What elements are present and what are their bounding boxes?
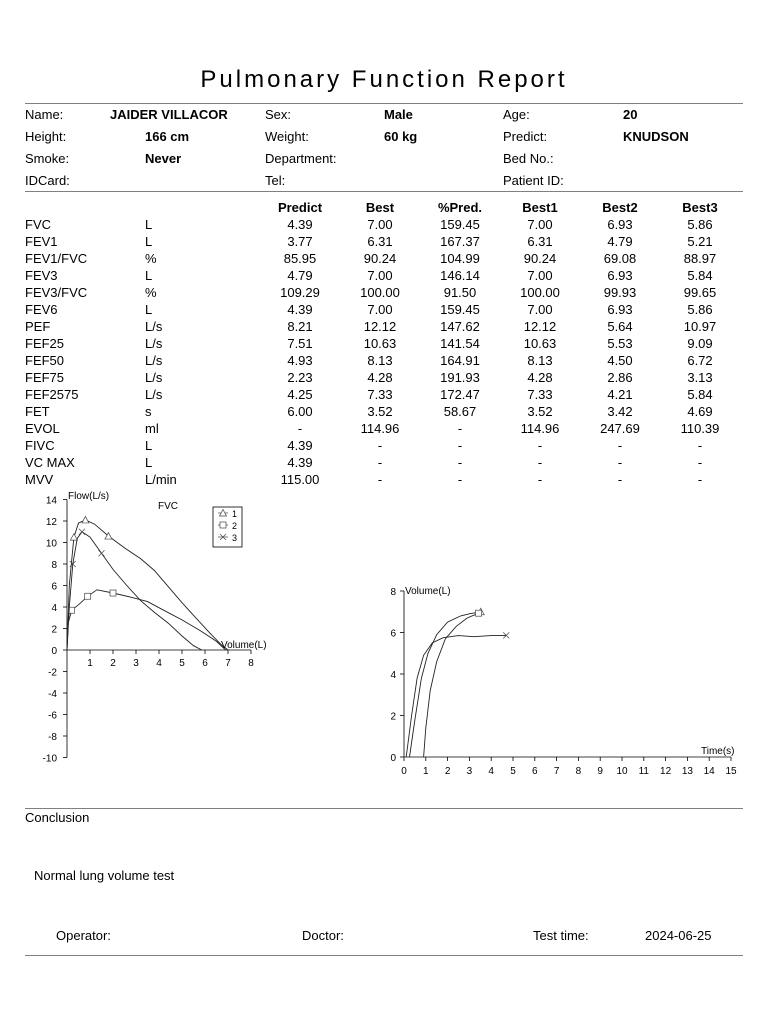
parameter-name: FEV1/FVC <box>25 251 88 266</box>
x-tick-label: 5 <box>510 766 516 777</box>
table-cell: 7.00 <box>367 217 393 232</box>
patient-age: 20 <box>623 107 638 122</box>
table-cell: 5.84 <box>687 268 713 283</box>
col-header: %Pred. <box>437 200 483 215</box>
table-cell: 104.99 <box>440 251 480 266</box>
parameter-unit: % <box>145 251 157 266</box>
table-cell: 109.29 <box>280 285 320 300</box>
table-cell: - <box>457 455 463 470</box>
y-tick-label: 10 <box>45 538 57 550</box>
table-cell: 100.00 <box>360 285 400 300</box>
y-axis-label: Volume(L) <box>405 586 451 597</box>
table-cell: 12.12 <box>523 319 557 334</box>
table-cell: - <box>377 438 383 453</box>
table-cell: 6.31 <box>367 234 393 249</box>
predict-label: Predict: <box>503 129 548 144</box>
table-cell: 8.13 <box>367 353 393 368</box>
table-row <box>25 403 740 420</box>
col-header: Predict <box>277 200 323 215</box>
results-table <box>25 199 740 488</box>
divider <box>25 955 743 956</box>
table-cell: 114.96 <box>360 421 400 436</box>
table-cell: 7.00 <box>367 268 393 283</box>
table-row <box>25 471 740 488</box>
x-tick-label: 8 <box>575 766 582 777</box>
table-cell: 7.51 <box>287 336 313 351</box>
y-tick-label: 4 <box>390 670 396 681</box>
y-tick-label: -4 <box>48 689 57 700</box>
table-cell: - <box>537 455 543 470</box>
table-cell: 10.63 <box>523 336 557 351</box>
parameter-unit: % <box>145 285 157 300</box>
x-tick-label: 10 <box>616 766 628 777</box>
department-label: Department: <box>265 151 337 166</box>
flow-volume-chart <box>0 488 300 778</box>
table-cell: 6.93 <box>607 302 633 317</box>
parameter-unit: L <box>145 455 153 470</box>
table-cell: 91.50 <box>443 285 477 300</box>
table-cell: 7.00 <box>527 302 553 317</box>
table-cell: 4.79 <box>287 268 313 283</box>
parameter-name: MVV <box>25 472 54 487</box>
x-tick-label: 5 <box>179 658 185 669</box>
table-cell: 7.00 <box>527 268 553 283</box>
x-tick-label: 8 <box>248 658 254 669</box>
parameter-unit: L/s <box>145 319 163 334</box>
table-cell: 8.21 <box>287 319 313 334</box>
table-cell: 58.67 <box>443 404 477 419</box>
table-cell: - <box>697 438 703 453</box>
table-cell: 4.50 <box>607 353 633 368</box>
y-tick-label: 6 <box>390 628 396 640</box>
col-header: Best <box>365 200 395 215</box>
x-axis-label: Volume(L) <box>221 640 267 651</box>
x-tick-label: 14 <box>703 766 715 777</box>
parameter-unit: L <box>145 302 153 317</box>
chart-legend <box>213 507 242 547</box>
series-line-1 <box>410 612 481 757</box>
table-cell: 2.86 <box>607 370 633 385</box>
x-tick-label: 1 <box>423 766 429 777</box>
table-cell: - <box>617 455 623 470</box>
table-row <box>25 386 740 403</box>
table-cell: 9.09 <box>687 336 713 351</box>
x-tick-label: 12 <box>660 766 672 777</box>
predict-method: KNUDSON <box>623 129 689 144</box>
parameter-unit: L/s <box>145 387 163 402</box>
parameter-name: FIVC <box>25 438 55 453</box>
table-row <box>25 437 740 454</box>
series-line-2 <box>424 613 479 757</box>
table-cell: 5.64 <box>607 319 633 334</box>
table-cell: 4.39 <box>287 455 313 470</box>
table-cell: 6.93 <box>607 217 633 232</box>
table-cell: 114.96 <box>520 421 560 436</box>
table-cell: 12.12 <box>363 319 397 334</box>
table-cell: 4.79 <box>607 234 633 249</box>
col-header <box>25 199 145 216</box>
series-marker <box>85 593 91 599</box>
y-tick-label: 6 <box>51 581 57 593</box>
parameter-name: FET <box>25 404 50 419</box>
divider <box>25 808 743 809</box>
table-cell: 191.93 <box>440 370 480 385</box>
y-tick-label: -2 <box>48 667 57 679</box>
x-tick-label: 6 <box>532 766 538 777</box>
y-tick-label: -8 <box>48 732 57 743</box>
parameter-name: PEF <box>25 319 51 334</box>
parameter-name: FEF2575 <box>25 387 79 402</box>
y-tick-label: 8 <box>51 560 57 571</box>
volume-time-chart <box>360 578 760 783</box>
patient-weight: 60 kg <box>384 129 418 144</box>
table-cell: 88.97 <box>683 251 717 266</box>
series-line-3 <box>67 532 202 650</box>
table-cell: - <box>297 421 303 436</box>
x-tick-label: 7 <box>553 766 560 777</box>
parameter-unit: L/min <box>145 472 177 487</box>
col-header <box>145 199 260 216</box>
tel-label: Tel: <box>265 173 286 188</box>
table-cell: 90.24 <box>363 251 397 266</box>
table-cell: 99.65 <box>683 285 717 300</box>
table-cell: 4.21 <box>607 387 633 402</box>
table-cell: - <box>457 421 463 436</box>
parameter-unit: L <box>145 234 153 249</box>
y-tick-label: 12 <box>45 517 57 528</box>
table-cell: - <box>697 455 703 470</box>
table-cell: 85.95 <box>283 251 317 266</box>
parameter-name: FEV6 <box>25 302 58 317</box>
x-tick-label: 2 <box>110 658 116 669</box>
table-row <box>25 454 740 471</box>
x-tick-label: 13 <box>681 766 693 777</box>
weight-label: Weight: <box>265 129 309 144</box>
parameter-name: FEF75 <box>25 370 65 385</box>
y-tick-label: 0 <box>51 646 57 657</box>
x-tick-label: 6 <box>202 658 208 669</box>
table-cell: - <box>377 455 383 470</box>
parameter-unit: ml <box>145 421 159 436</box>
table-cell: 5.84 <box>687 387 713 402</box>
table-cell: 7.00 <box>367 302 393 317</box>
x-tick-label: 0 <box>401 766 407 777</box>
parameter-name: FEV1 <box>25 234 58 249</box>
col-header: Best3 <box>682 200 718 215</box>
table-cell: 247.69 <box>600 421 640 436</box>
patient-height: 166 cm <box>145 129 190 144</box>
table-cell: 6.31 <box>527 234 553 249</box>
table-cell: 5.86 <box>687 302 713 317</box>
sex-label: Sex: <box>265 107 292 122</box>
x-tick-label: 2 <box>444 766 451 777</box>
patient-sex: Male <box>384 107 413 122</box>
table-cell: 4.28 <box>527 370 553 385</box>
table-cell: 6.72 <box>687 353 713 368</box>
y-tick-label: 2 <box>390 711 396 723</box>
parameter-unit: L <box>145 268 153 283</box>
y-tick-label: -6 <box>48 710 57 722</box>
parameter-name: VC MAX <box>25 455 75 470</box>
table-cell: 4.39 <box>287 217 313 232</box>
idcard-label: IDCard: <box>25 173 70 188</box>
parameter-name: FEF50 <box>25 353 65 368</box>
table-cell: 69.08 <box>603 251 637 266</box>
patient-id-label: Patient ID: <box>503 173 564 188</box>
parameter-unit: L <box>145 438 153 453</box>
parameter-name: FVC <box>25 217 51 232</box>
table-cell: - <box>697 472 703 487</box>
table-cell: 7.00 <box>527 217 553 232</box>
height-label: Height: <box>25 129 67 144</box>
table-cell: 8.13 <box>527 353 553 368</box>
bed-label: Bed No.: <box>503 151 554 166</box>
patient-smoke: Never <box>145 151 182 166</box>
table-row <box>25 335 740 352</box>
table-row <box>25 318 740 335</box>
parameter-unit: s <box>145 404 152 419</box>
y-tick-label: 8 <box>390 587 396 598</box>
table-cell: 5.86 <box>687 217 713 232</box>
table-cell: - <box>457 472 463 487</box>
legend-label: 2 <box>232 521 238 531</box>
parameter-unit: L/s <box>145 370 163 385</box>
x-tick-label: 9 <box>597 766 603 777</box>
divider <box>25 191 743 192</box>
y-axis-label: Flow(L/s) <box>68 491 110 502</box>
y-tick-label: 2 <box>51 624 57 636</box>
table-cell: 115.00 <box>280 472 320 487</box>
divider <box>25 103 743 104</box>
table-cell: 4.69 <box>687 404 713 419</box>
x-tick-label: 4 <box>156 658 162 669</box>
table-cell: 90.24 <box>523 251 557 266</box>
parameter-unit: L/s <box>145 336 163 351</box>
table-cell: 4.28 <box>367 370 393 385</box>
table-cell: - <box>617 472 623 487</box>
table-cell: - <box>377 472 383 487</box>
legend-label: 1 <box>232 509 238 519</box>
col-header: Best2 <box>602 200 638 215</box>
table-row <box>25 369 740 386</box>
table-row <box>25 233 740 250</box>
chart-title: FVC <box>158 501 178 512</box>
table-cell: 172.47 <box>440 387 480 402</box>
table-cell: 164.91 <box>440 353 480 368</box>
x-tick-label: 3 <box>466 766 473 777</box>
series-line-3 <box>406 635 506 757</box>
test-time-label: Test time: <box>533 928 589 943</box>
table-cell: 147.62 <box>440 319 480 334</box>
series-marker <box>220 522 226 528</box>
table-cell: 4.93 <box>287 353 313 368</box>
table-cell: 6.00 <box>287 404 313 419</box>
table-cell: 4.39 <box>287 438 313 453</box>
x-tick-label: 15 <box>725 766 737 777</box>
table-row <box>25 250 740 267</box>
x-tick-label: 7 <box>225 658 231 669</box>
table-cell: 159.45 <box>440 302 480 317</box>
table-row <box>25 420 740 437</box>
table-cell: 5.53 <box>607 336 633 351</box>
parameter-name: FEV3 <box>25 268 58 283</box>
table-cell: 100.00 <box>520 285 560 300</box>
smoke-label: Smoke: <box>25 151 70 166</box>
y-tick-label: 4 <box>51 603 57 614</box>
parameter-name: EVOL <box>25 421 60 436</box>
table-cell: 110.39 <box>680 421 720 436</box>
table-cell: - <box>617 438 623 453</box>
table-row <box>25 352 740 369</box>
doctor-label: Doctor: <box>302 928 344 943</box>
x-tick-label: 1 <box>87 658 93 669</box>
table-cell: 3.52 <box>367 404 393 419</box>
name-label: Name: <box>25 107 64 122</box>
y-tick-label: -10 <box>42 753 57 765</box>
patient-name: JAIDER VILLACOR <box>110 107 228 122</box>
y-tick-label: 14 <box>45 495 57 507</box>
series-marker <box>79 529 85 535</box>
table-cell: 5.21 <box>687 234 713 249</box>
x-tick-label: 4 <box>488 766 494 777</box>
series-marker <box>70 534 77 541</box>
parameter-name: FEF25 <box>25 336 65 351</box>
conclusion-label: Conclusion <box>25 810 90 825</box>
legend-label: 3 <box>232 533 238 543</box>
series-marker <box>82 516 89 523</box>
table-cell: 3.42 <box>607 404 633 419</box>
table-cell: - <box>537 472 543 487</box>
table-cell: 2.23 <box>287 370 313 385</box>
table-cell: - <box>537 438 543 453</box>
table-cell: 10.97 <box>683 319 717 334</box>
parameter-unit: L <box>145 217 153 232</box>
series-marker <box>110 590 116 596</box>
table-cell: 3.77 <box>287 234 313 249</box>
table-cell: 7.33 <box>367 387 393 402</box>
table-cell: 167.37 <box>440 234 480 249</box>
report-title: Pulmonary Function Report <box>200 66 568 93</box>
table-cell: 4.39 <box>287 302 313 317</box>
table-row <box>25 267 740 284</box>
table-cell: 6.93 <box>607 268 633 283</box>
test-time-value: 2024-06-25 <box>645 928 712 943</box>
table-row <box>25 216 740 233</box>
table-cell: - <box>457 438 463 453</box>
parameter-name: FEV3/FVC <box>25 285 88 300</box>
table-cell: 146.14 <box>440 268 480 283</box>
conclusion-text: Normal lung volume test <box>34 868 175 883</box>
x-tick-label: 3 <box>133 658 139 669</box>
table-row <box>25 284 740 301</box>
table-header-row <box>25 199 740 216</box>
series-marker <box>99 550 105 556</box>
table-cell: 10.63 <box>363 336 397 351</box>
y-tick-label: 0 <box>390 753 396 764</box>
table-row <box>25 301 740 318</box>
table-cell: 3.13 <box>687 370 713 385</box>
age-label: Age: <box>503 107 530 122</box>
table-cell: 99.93 <box>603 285 637 300</box>
x-axis-label: Time(s) <box>701 746 735 757</box>
x-tick-label: 11 <box>638 766 649 777</box>
table-cell: 3.52 <box>527 404 553 419</box>
table-cell: 7.33 <box>527 387 553 402</box>
col-header: Best1 <box>522 200 558 215</box>
table-cell: 141.54 <box>440 336 480 351</box>
table-cell: 4.25 <box>287 387 313 402</box>
operator-label: Operator: <box>56 928 111 943</box>
series-marker <box>476 610 482 616</box>
parameter-unit: L/s <box>145 353 163 368</box>
table-cell: 159.45 <box>440 217 480 232</box>
